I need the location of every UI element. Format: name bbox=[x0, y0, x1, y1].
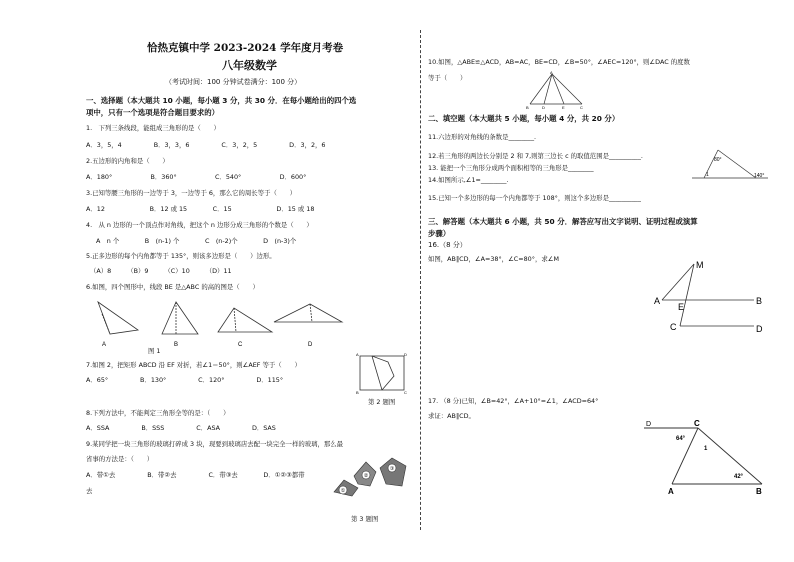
question-10-line1: 10.如图，△ABE≌△ACD，AB=AC，BE=CD，∠B=50°，∠AEC=120°，则∠DAC 的度数 bbox=[428, 58, 690, 66]
question-16-text: 如图，AB∥CD，∠A=38°，∠C=80°，求∠M bbox=[428, 255, 559, 263]
svg-text:1: 1 bbox=[704, 446, 708, 452]
svg-text:C: C bbox=[670, 322, 677, 332]
page-title: 恰热克镇中学 2023-2024 学年度月考卷 bbox=[147, 42, 344, 54]
question-16-figure bbox=[650, 256, 770, 338]
question-7-figure bbox=[354, 350, 410, 398]
svg-text:B: B bbox=[756, 487, 762, 496]
svg-text:64°: 64° bbox=[676, 436, 686, 442]
svg-text:D: D bbox=[542, 105, 545, 110]
svg-text:A: A bbox=[356, 352, 359, 357]
question-17-line2: 求证：AB∥CD。 bbox=[428, 412, 475, 420]
question-6-stem: 6.如图，四个图形中，线段 BE 是△ABC 的高的图是（ ） bbox=[86, 283, 259, 291]
question-9-stem: 9.某同学把一块三角形的玻璃打碎成 3 块，现要到玻璃店去配一块完全一样的玻璃，那么最 bbox=[86, 440, 344, 448]
svg-text:A: A bbox=[668, 487, 674, 496]
question-2-stem: 2.五边形的内角和是（ ） bbox=[86, 157, 169, 165]
question-1-options: A．3，5，4 B．3，3，6 C．3，2，5 D．3，2，6 bbox=[86, 141, 326, 149]
question-4-stem: 4. 从 n 边形的一个顶点作对角线，把这个 n 边形分成三角形的个数是（ ） bbox=[86, 221, 313, 229]
glass-piece-1: ① bbox=[340, 488, 346, 494]
q6-caption: 图 1 bbox=[148, 347, 161, 355]
svg-text:A: A bbox=[550, 70, 553, 75]
svg-text:A: A bbox=[654, 296, 661, 306]
svg-text:80°: 80° bbox=[714, 157, 722, 163]
fill-question-13: 13. 能把一个三角形分成两个面积相等的三角形是________ bbox=[428, 164, 594, 172]
question-9-options-2: 去 bbox=[86, 487, 93, 495]
question-17-figure bbox=[640, 418, 770, 498]
svg-text:140°: 140° bbox=[754, 173, 765, 179]
question-14-figure bbox=[690, 144, 770, 186]
glass-piece-3: ③ bbox=[389, 466, 395, 472]
fill-question-12: 12.若三角形的两边长分别是 2 和 7,则第三边长 c 的取值范围是__________. bbox=[428, 152, 643, 160]
question-10-line2: 等于（ ） bbox=[428, 74, 467, 82]
question-10-figure bbox=[526, 70, 586, 110]
svg-text:E: E bbox=[562, 105, 565, 110]
svg-text:C: C bbox=[580, 105, 583, 110]
question-2-options: A．180° B．360° C．540° D．600° bbox=[86, 173, 307, 181]
svg-text:D: D bbox=[646, 421, 652, 428]
question-16-head: 16.（8 分） bbox=[428, 241, 467, 249]
question-5-options: （A）8 （B）9 （C）10 （D）11 bbox=[90, 267, 232, 275]
q6-choice-c: C bbox=[238, 342, 243, 348]
fill-question-14: 14.如图所示,∠1=________. bbox=[428, 176, 509, 184]
svg-text:D: D bbox=[756, 324, 763, 334]
q7-caption: 第 2 题图 bbox=[368, 398, 396, 406]
question-3-options: A．12 B．12 或 15 C．15 D．15 或 18 bbox=[86, 205, 315, 213]
q6-choice-a: A bbox=[102, 342, 107, 348]
question-3-stem: 3.已知等腰三角形的一边等于 3，一边等于 6，那么它的周长等于（ ） bbox=[86, 189, 297, 197]
fill-question-15: 15.已知一个多边形的每一个内角都等于 108°，则这个多边形是__________ bbox=[428, 194, 641, 202]
section2-heading: 二、填空题（本大题共 5 小题，每小题 4 分，共 20 分） bbox=[428, 114, 620, 123]
question-9-glass-figure bbox=[330, 454, 410, 498]
question-9-options: A．带①去 B．带②去 C．带③去 D．①②③都带 bbox=[86, 471, 305, 479]
question-1-stem: 1. 下列三条线段，能组成三角形的是（ ） bbox=[86, 124, 220, 132]
svg-text:C: C bbox=[404, 390, 407, 395]
q6-choice-b: B bbox=[174, 342, 179, 348]
svg-text:E: E bbox=[678, 302, 685, 312]
question-7-stem: 7.如图 2，把矩形 ABCD 沿 EF 对折，若∠1＝50°，则∠AEF 等于（ ） bbox=[86, 361, 301, 369]
svg-text:C: C bbox=[694, 419, 700, 428]
section3-heading-line2: 步骤） bbox=[428, 229, 451, 238]
fill-question-11: 11.六边形的对角线的条数是________. bbox=[428, 133, 537, 141]
svg-text:B: B bbox=[526, 105, 529, 110]
q6-choice-d: D bbox=[308, 342, 313, 348]
footer-caption: 第 3 题图 bbox=[351, 515, 379, 523]
question-4-options: A n 个 B (n-1) 个 C (n-2)个 D (n-3)个 bbox=[96, 237, 297, 245]
svg-text:D: D bbox=[404, 352, 407, 357]
question-6-figures bbox=[86, 294, 348, 352]
question-5-stem: 5.正多边形的每个内角都等于 135°，则该多边形是（ ）边形。 bbox=[86, 252, 276, 260]
question-17-line1: 17. （8 分)已知，∠B=42°，∠A+10°=∠1，∠ACD=64° bbox=[428, 397, 599, 405]
svg-text:B: B bbox=[756, 296, 763, 306]
svg-text:1: 1 bbox=[706, 172, 709, 178]
question-7-options: A．65° B．130° C．120° D．115° bbox=[86, 376, 284, 384]
section1-heading-line1: 一、选择题（本大题共 10 小题，每小题 3 分，共 30 分．在每小题给出的四个选 bbox=[86, 96, 357, 105]
exam-info: （考试时间：100 分钟试卷满分：100 分） bbox=[165, 78, 302, 86]
question-9-stem-2: 省事的方法是：（ ） bbox=[86, 455, 154, 463]
section3-heading-line1: 三、解答题（本大题共 6 小题，共 50 分．解答应写出文字说明、证明过程或演算 bbox=[428, 217, 698, 226]
svg-text:B: B bbox=[356, 390, 359, 395]
svg-text:42°: 42° bbox=[734, 474, 744, 480]
question-8-options: A．SSA B．SSS C．ASA D．SAS bbox=[86, 424, 276, 432]
section1-heading-line2: 项中，只有一个选项是符合题目要求的） bbox=[86, 108, 220, 117]
column-divider bbox=[420, 30, 421, 530]
question-8-stem: 8.下列方法中，不能判定三角形全等的是：（ ） bbox=[86, 409, 230, 417]
glass-piece-2: ② bbox=[363, 473, 369, 479]
svg-text:M: M bbox=[696, 260, 704, 270]
page-subtitle: 八年级数学 bbox=[222, 59, 277, 72]
